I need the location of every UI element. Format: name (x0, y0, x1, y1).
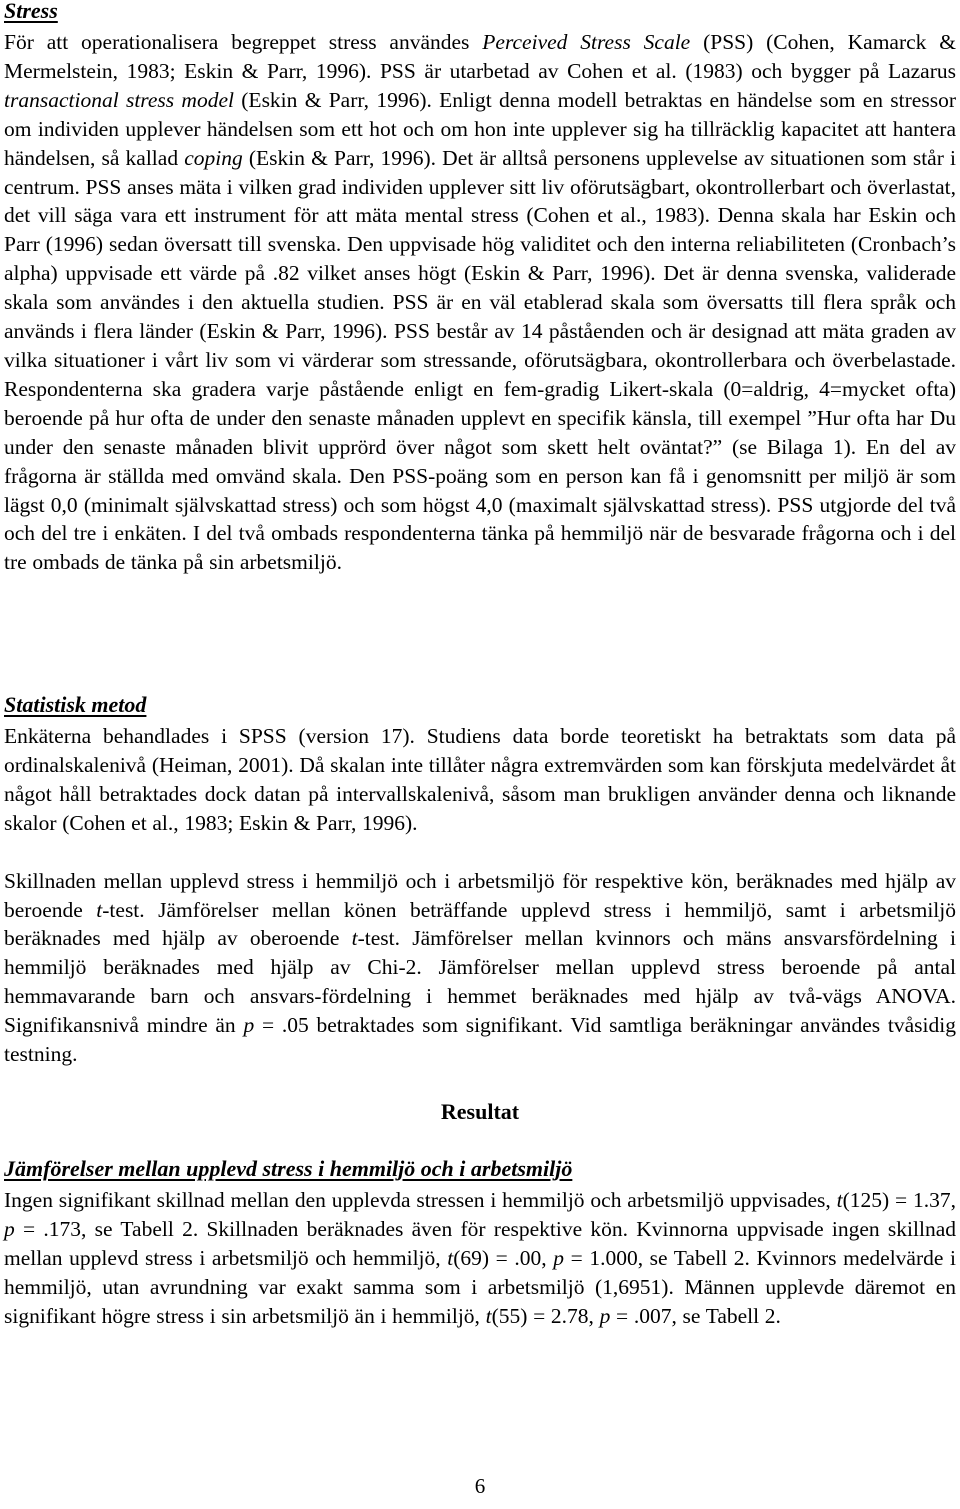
section-heading-resultat: Resultat (440, 1099, 520, 1124)
paragraph-jamforelser (4, 1186, 956, 1331)
text-run-italic: transactional stress model (4, 87, 234, 112)
text-run-italic: t (351, 926, 358, 951)
text-run: (69) = .00, (453, 1245, 554, 1270)
section-heading-statistisk-metod: Statistisk metod (4, 692, 147, 717)
page-number: 6 (474, 1474, 486, 1498)
text-run: (Eskin & Parr, 1996). Det är alltså personens upplevelse av situationen som står i centrum. PSS anses mäta i vilken grad individen upplever sitt liv oförutsägbart, okontrollerbart och överlastat, det vill säga vara ett instrument för att mäta mental stress (Cohen et al., 1983). Denna skala har Eskin och Parr (1996) sedan översatt till svenska. Den uppvisade hög validitet och den interna reliabiliteten (Cronbach’s alpha) uppvisade ett värde på .82 vilket anses högt (Eskin & Parr, 1996). Det är denna svenska, validerade skala som användes i den aktuella studien. PSS är en väl etablerad skala som översatts till flera språk och används i flera länder (Eskin & Parr, 1996). PSS består av 14 påståenden och är designad att mäta graden av vilka situationer i vårt liv som vi värderar som stressande, oförutsägbara, okontrollerbara och överbelastade. Respondenterna ska gradera varje påstående enligt en fem-gradig Likert-skala (0=aldrig, 4=mycket ofta) beroende på hur ofta de under den senaste månaden upplevt en specifik känsla, till exempel ”Hur ofta har Du under den senaste månaden blivit upprörd över något som skett helt oväntat?” (se Bilaga 1). En del av frågorna är ställda med omvänd skala. Den PSS-poäng som en person kan få i genomsnitt per miljö är som lägst 0,0 (minimalt självskattad stress) och som högst 4,0 (maximalt självskattad stress). PSS utgjorde del två och del tre i enkäten. I del två ombads respondenterna tänka på hemmiljö när de besvarade frågorna och i del tre ombads de tänka på sin arbetsmiljö. (4, 145, 956, 575)
text-run-italic: p (4, 1216, 15, 1241)
text-run-italic: t (447, 1245, 454, 1270)
text-run-italic: p (243, 1013, 255, 1038)
text-run-italic: t (485, 1303, 492, 1328)
section-jamforelser (4, 1158, 956, 1331)
text-run: = .007, se Tabell 2. (610, 1303, 781, 1328)
section-statistisk-metod (4, 694, 956, 1069)
section-heading-stress: Stress (4, 0, 58, 23)
text-run: = 1.000, se Tabell 2. Kvinnors medelvärde i hemmiljö, utan avrundning var exakt samma som i arbetsmiljö (1,6951). Männen upplevde däremot en signifikant högre stress i sin arbetsmiljö än i hemmiljö, (4, 1245, 956, 1328)
paragraph-stress (4, 28, 956, 577)
text-run-italic: t (836, 1188, 843, 1212)
text-run: -test. Jämförelser mellan kvinnors och mäns ansvarsfördelning i hemmiljö beräknades med hjälp av Chi-2. Jämförelser mellan upplevd stress beroende på antal hemmavarande barn och ansvars-fördelning i hemmet beräknades med hjälp av två-vägs ANOVA. Signifikansnivå mindre än (4, 926, 956, 1038)
text-run-italic: t (96, 897, 103, 922)
paragraph-statistisk-metod-1: Enkäterna behandlades i SPSS (version 17). Studiens data borde teoretiskt ha betraktats som data på ordinalskalenivå (Heiman, 2001). Då skalan inte tillåter några extremvärden som kan förskjuta medelvärdet åt något håll betraktades dock datan på intervallskalenivå, såsom man brukligen använder denna och liknande skalor (Cohen et al., 1983; Eskin & Parr, 1996). (4, 724, 956, 835)
text-run-italic: Perceived Stress Scale (482, 30, 691, 54)
text-run-italic: coping (184, 145, 243, 170)
paragraph-statistisk-metod-2 (4, 867, 956, 1069)
text-run: -test. Jämförelser mellan könen beträffande upplevd stress i hemmiljö, samt i arbetsmiljö beräknades med hjälp av oberoende (4, 897, 956, 951)
text-run-italic: p (599, 1303, 611, 1328)
text-run: = .05 betraktades som signifikant. Vid samtliga beräkningar användes tvåsidig testning. (4, 1013, 956, 1067)
text-run-italic: p (553, 1245, 564, 1270)
text-run: (PSS) (Cohen, Kamarck & Mermelstein, 1983; Eskin & Parr, 1996). PSS är utarbetad av Cohen et al. (1983) och bygger på Lazarus (4, 30, 956, 83)
text-run: Skillnaden mellan upplevd stress i hemmiljö och i arbetsmiljö för respektive kön, beräknades med hjälp av beroende (4, 868, 956, 922)
section-stress (4, 0, 956, 577)
text-run: Ingen signifikant skillnad mellan den upplevda stressen i hemmiljö och arbetsmiljö uppvisades, (4, 1188, 837, 1212)
text-run: (125) = 1.37, (842, 1188, 956, 1212)
text-run: (Eskin & Parr, 1996). Enligt denna modell betraktas en händelse som en stressor om individen upplever händelsen som ett hot och om hon inte upplever sig ha tillräcklig kapacitet att hantera händelsen, så kallad (4, 87, 956, 170)
section-heading-jamforelser: Jämförelser mellan upplevd stress i hemmiljö och i arbetsmiljö (4, 1156, 573, 1181)
text-run: För att operationalisera begreppet stress användes (4, 30, 483, 54)
text-run: (55) = 2.78, (491, 1303, 600, 1328)
text-run: = .173, se Tabell 2. Skillnaden beräknades även för respektive kön. Kvinnorna uppvisade ingen skillnad mellan upplevd stress i arbetsmiljö och hemmiljö, (4, 1216, 956, 1270)
